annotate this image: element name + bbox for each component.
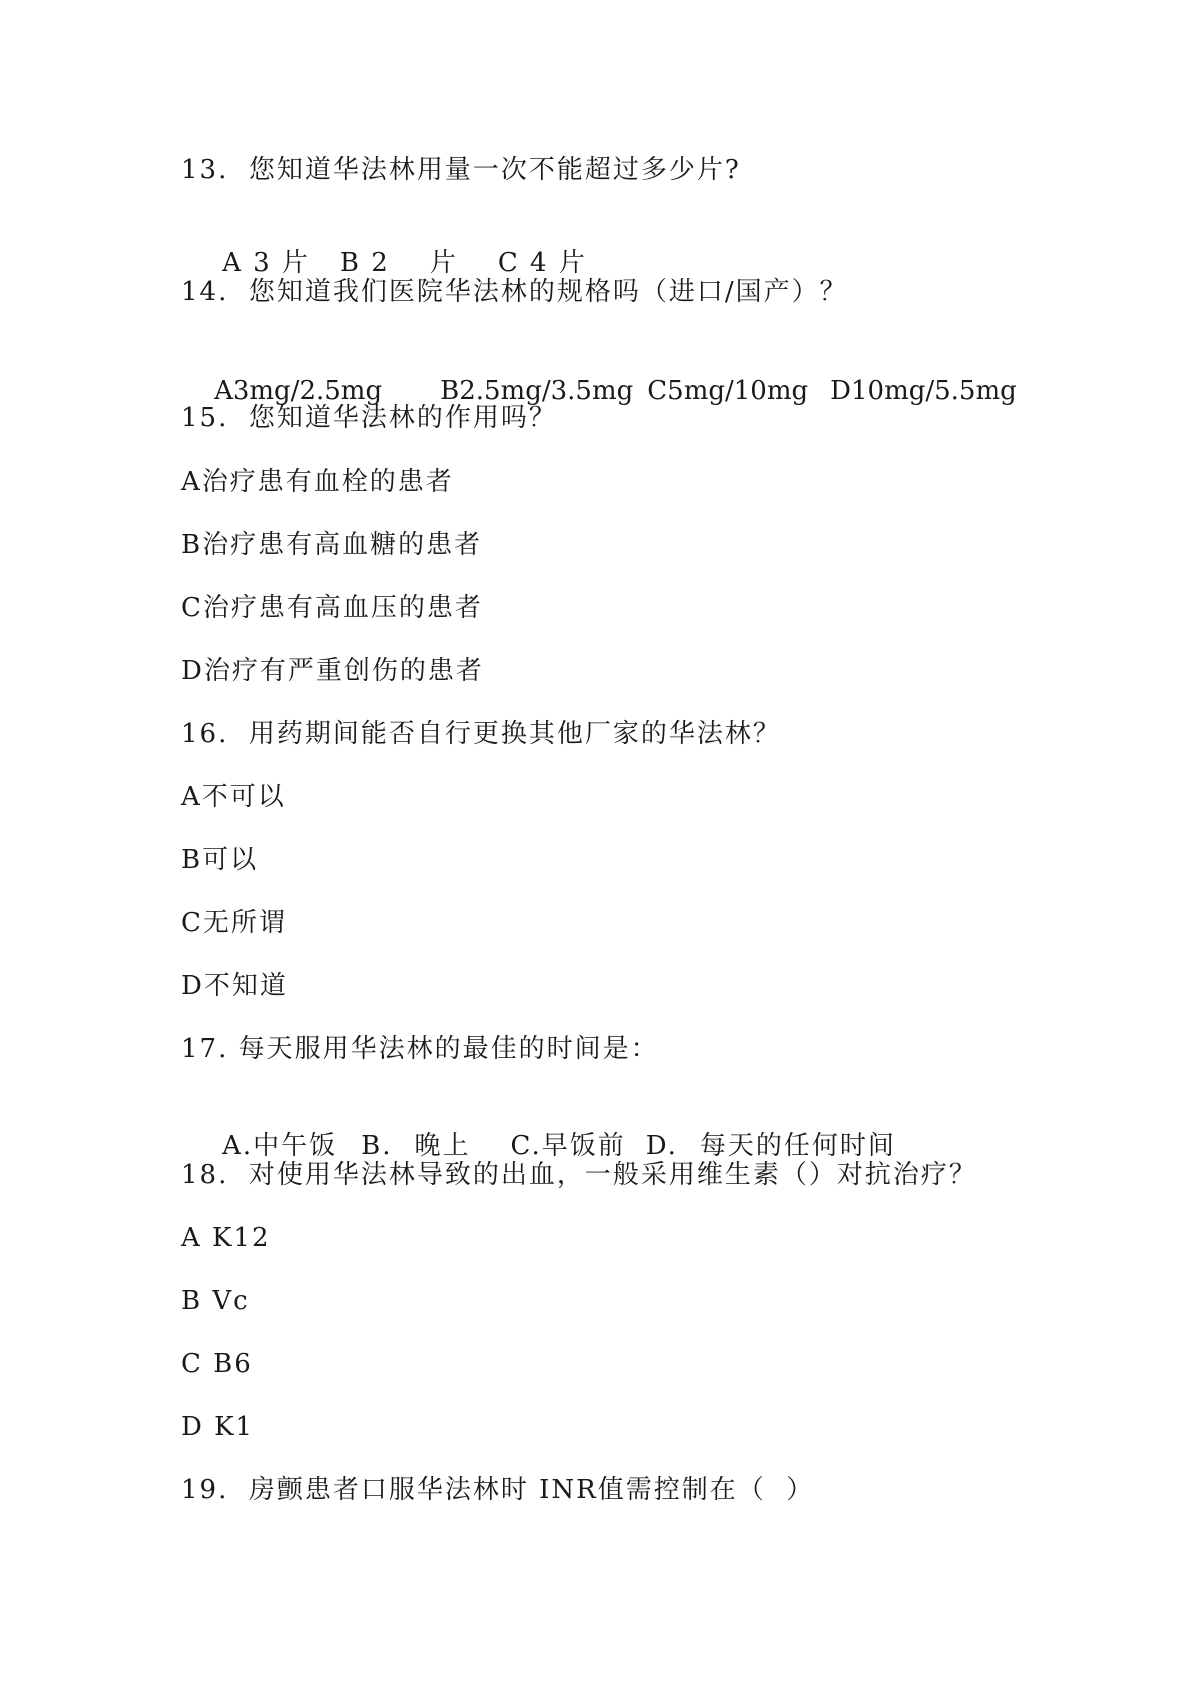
option-13-a: A 3 片: [222, 248, 310, 278]
option-14-b: B2.5mg/3.5mg: [440, 376, 634, 406]
question-17: 17. 每天服用华法林的最佳的时间是：: [181, 1034, 659, 1064]
option-14-a: A3mg/2.5mg: [214, 376, 383, 406]
question-16: 16. 用药期间能否自行更换其他厂家的华法林？: [181, 719, 781, 749]
option-14-d: D10mg/5.5mg: [830, 376, 1017, 406]
option-14-c: C5mg/10mg: [647, 376, 809, 406]
option-17-d: D.: [645, 1131, 678, 1161]
question-13: 13. 您知道华法林用量一次不能超过多少片?: [181, 155, 741, 185]
option-15-d: D治疗有严重创伤的患者: [181, 656, 484, 686]
option-18-d: D K1: [181, 1412, 255, 1442]
question-18: 18. 对使用华法林导致的出血，一般采用维生素（）对抗治疗？: [181, 1160, 977, 1190]
question-19: 19. 房颤患者口服华法林时 INR值需控制在（ ）: [181, 1475, 815, 1505]
question-14: 14. 您知道我们医院华法林的规格吗（进口/国产）？: [181, 277, 848, 307]
option-18-c: C B6: [181, 1349, 253, 1379]
option-13-b: B 2: [339, 248, 390, 278]
option-16-a: A不可以: [181, 782, 286, 812]
option-17-d-text: 每天的任何时间: [699, 1131, 896, 1161]
option-18-b: B Vc: [181, 1286, 250, 1316]
option-17-b: B.: [361, 1131, 393, 1161]
question-15: 15. 您知道华法林的作用吗？: [181, 403, 557, 433]
option-15-b: B治疗患有高血糖的患者: [181, 530, 483, 560]
option-17-a: A.中午饭: [222, 1131, 338, 1161]
option-15-c: C治疗患有高血压的患者: [181, 593, 483, 623]
option-15-a: A治疗患有血栓的患者: [181, 467, 454, 497]
option-18-a: A K12: [181, 1223, 271, 1253]
option-16-c: C无所谓: [181, 908, 287, 938]
option-16-b: B可以: [181, 845, 259, 875]
option-17-b-text: 晚上: [414, 1131, 471, 1161]
option-13-b-unit: 片: [429, 248, 458, 278]
option-17-c: C.早饭前: [510, 1131, 626, 1161]
option-13-c: C 4 片: [497, 248, 587, 278]
option-16-d: D不知道: [181, 971, 288, 1001]
